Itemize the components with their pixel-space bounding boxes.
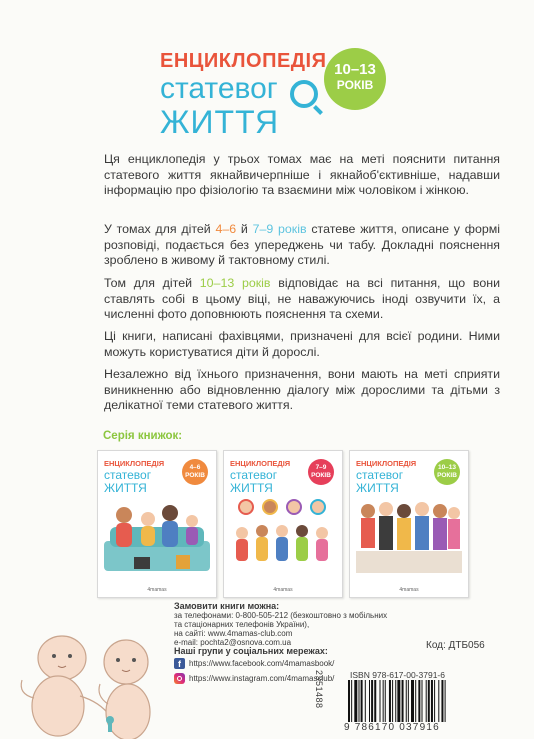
book-publisher: 4mamas [273, 587, 293, 593]
highlight-age-10-13: 10–13 років [199, 276, 271, 290]
paragraph-younger-volumes [104, 222, 500, 269]
age-badge [324, 48, 386, 110]
social-groups-title: Наші групи у соціальних мережах: [174, 646, 328, 656]
highlight-age-7-9: 7–9 років [252, 222, 307, 236]
book-age-word: РОКІВ [437, 472, 457, 479]
magnifier-icon [290, 80, 318, 108]
book-title-2: статевог [230, 468, 278, 482]
book-publisher: 4mamas [399, 587, 419, 593]
paragraph-intro: Ця енциклопедія у трьох томах має на меті пояснити питання статевого життя якнайвичерпніше і якнайоб'єктивніше, надавши інформацію про фізіологію та взаємини між чоловіком і жінкою. [104, 152, 500, 197]
text: й [236, 222, 253, 236]
logo-title-encyclopedia: ЕНЦИКЛОПЕДІЯ [160, 50, 327, 72]
book-title-3: ЖИТТЯ [356, 481, 399, 495]
paragraph-purpose: Незалежно від їхнього призначення, вони мають на меті сприяти виникненню або відновленню діалогу між дорослими та дітьми з делікатної теми статевого життя. [104, 367, 500, 412]
product-code: Код: ДТБ056 [426, 640, 485, 651]
book-title-1: ЕНЦИКЛОПЕДІЯ [104, 459, 165, 468]
book-age: 7–9 [315, 464, 327, 471]
paragraph-audience: Ці книги, написані фахівцями, призначені для всієї родини. Ними можуть користуватися діти й дорослі. [104, 329, 500, 359]
babies-illustration [14, 628, 164, 739]
book-title-3: ЖИТТЯ [104, 481, 147, 495]
book-illustration-teens [356, 497, 462, 575]
highlight-age-4-6: 4–6 [215, 222, 237, 236]
text: Том для дітей [104, 276, 200, 290]
barcode-side-digits: 2351488 [314, 670, 324, 709]
book-title-1: ЕНЦИКЛОПЕДІЯ [230, 459, 291, 468]
logo-title-line3: ЖИТТЯ [160, 104, 280, 140]
series-label: Серія книжок: [103, 430, 183, 442]
book-illustration-children [230, 497, 336, 575]
book-age-badge [434, 459, 460, 485]
book-age: 10–13 [437, 464, 457, 471]
book-age-word: РОКІВ [185, 472, 205, 479]
logo-title-line2: статевог [160, 72, 278, 105]
book-title-1: ЕНЦИКЛОПЕДІЯ [356, 459, 417, 468]
book-title-2: статевог [104, 468, 152, 482]
book-cover-10-13 [349, 450, 469, 598]
text: статеве життя, описане у формі розповіді, подається без упереджень чи табу. Докладні пояснення зроблено в живому й тактовному стилі. [104, 222, 500, 267]
paragraph-older-volume [104, 276, 500, 323]
instagram-link[interactable] [174, 671, 334, 685]
book-age-badge [308, 459, 334, 485]
text: У томах для дітей [104, 222, 216, 236]
book-title-3: ЖИТТЯ [230, 481, 273, 495]
isbn-barcode [344, 680, 506, 722]
order-title: Замовити книги можна: [174, 601, 280, 611]
age-badge-range: 10–13 [334, 61, 376, 78]
book-cover-7-9 [223, 450, 343, 598]
age-badge-word: РОКІВ [336, 78, 374, 92]
book-age-badge [182, 459, 208, 485]
order-phone-line: за телефонами: 0-800-505-212 (безкоштовно з мобільних [174, 611, 388, 620]
book-illustration-family [104, 497, 210, 575]
order-email: e-mail: pochta2@osnova.com.ua [174, 638, 292, 647]
book-cover-4-6 [97, 450, 217, 598]
book-age: 4–6 [189, 464, 201, 471]
order-phone-line-2: та стаціонарних телефонів України), [174, 620, 310, 629]
book-title-2: статевог [356, 468, 404, 482]
book-age-word: РОКІВ [311, 472, 331, 479]
instagram-url[interactable]: https://www.instagram.com/4mamasclub/ [189, 673, 335, 683]
book-publisher: 4mamas [147, 587, 167, 593]
barcode-digits: 9 786170 037916 [344, 722, 440, 733]
isbn-number: ISBN 978-617-00-3791-6 [350, 670, 445, 680]
text: відповідає на всі питання, що вони ставлять собі в цьому віці, не наважуючись іноді озвучити їх, а численні фото доповнюють пояснення та схеми. [104, 276, 501, 321]
facebook-icon: f [174, 658, 185, 669]
facebook-url[interactable]: https://www.facebook.com/4mamasbook/ [189, 658, 335, 668]
order-website: на сайті: www.4mamas-club.com [174, 629, 293, 638]
facebook-link[interactable] [174, 656, 334, 670]
instagram-icon [174, 673, 185, 684]
